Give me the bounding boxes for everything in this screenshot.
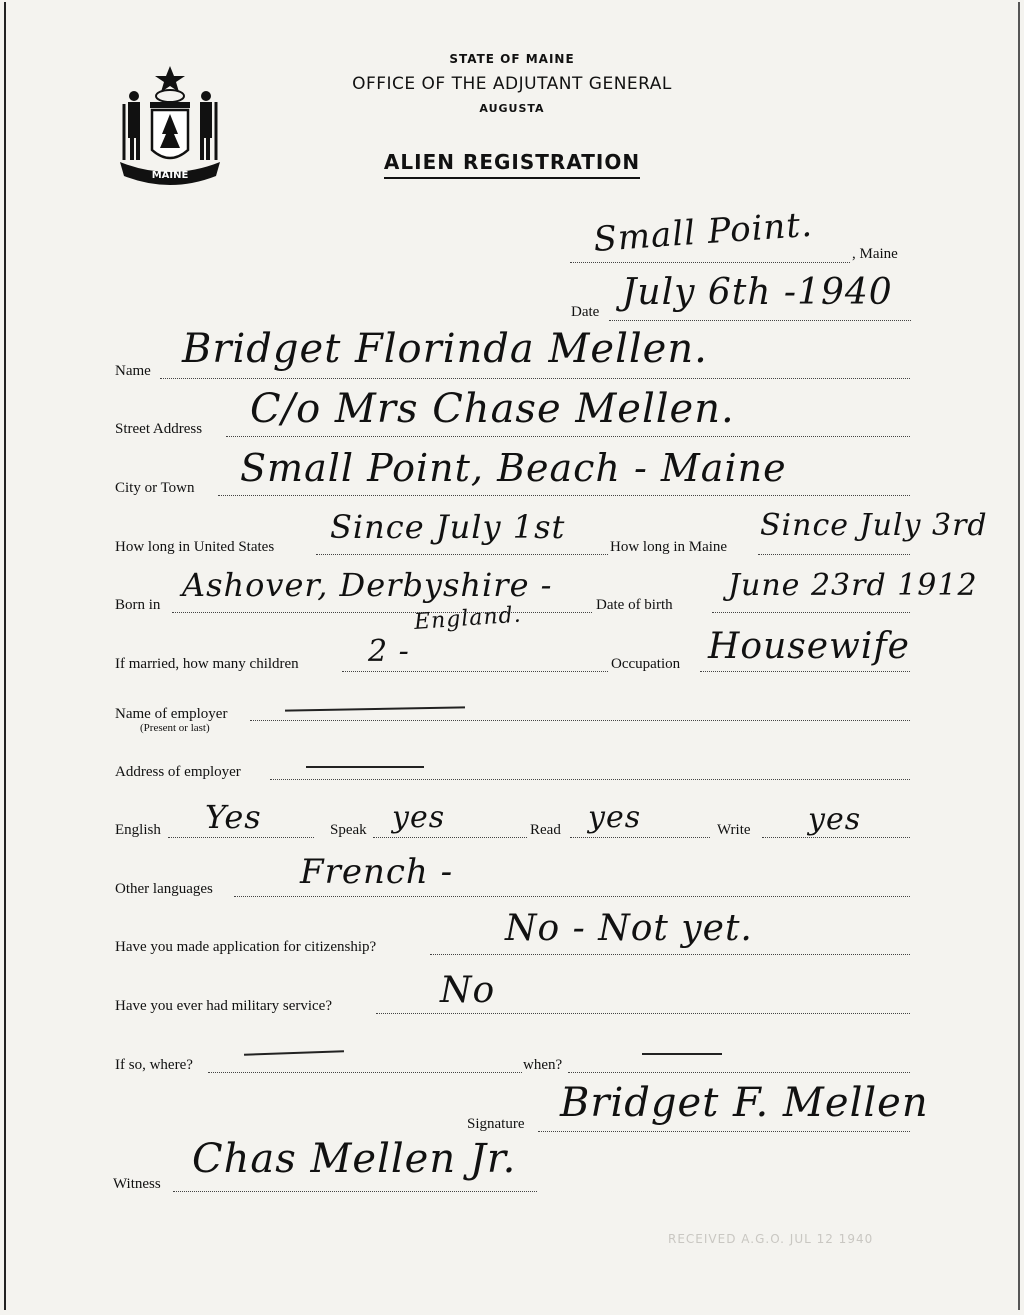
read-entry: yes bbox=[588, 800, 642, 835]
how-long-maine-entry: Since July 3rd bbox=[760, 508, 988, 543]
how-long-maine-line bbox=[758, 554, 910, 555]
street-line bbox=[226, 436, 910, 437]
where-label: If so, where? bbox=[115, 1057, 193, 1073]
born-in-country-entry: England. bbox=[413, 602, 523, 635]
date-entry: July 6th -1940 bbox=[622, 272, 893, 313]
name-entry: Bridget Florinda Mellen. bbox=[182, 326, 708, 372]
write-entry: yes bbox=[808, 802, 862, 837]
form-title-wrap bbox=[0, 150, 1024, 174]
speak-label: Speak bbox=[330, 822, 367, 838]
date-line bbox=[609, 320, 911, 321]
witness-entry: Chas Mellen Jr. bbox=[192, 1136, 517, 1182]
how-long-us-line bbox=[316, 554, 608, 555]
other-languages-entry: French - bbox=[300, 852, 454, 892]
place-entry: Small Point. bbox=[592, 204, 815, 260]
city-line bbox=[218, 495, 910, 496]
where-line bbox=[208, 1072, 522, 1073]
witness-label: Witness bbox=[113, 1176, 161, 1192]
english-line bbox=[168, 837, 314, 838]
employer-sublabel: (Present or last) bbox=[140, 722, 210, 734]
city-entry: Small Point, Beach - Maine bbox=[240, 446, 787, 490]
write-line bbox=[762, 837, 910, 838]
seal-label: MAINE bbox=[151, 170, 189, 181]
dob-entry: June 23rd 1912 bbox=[728, 568, 978, 603]
military-line bbox=[376, 1013, 910, 1014]
citizenship-line bbox=[430, 954, 910, 955]
other-languages-line bbox=[234, 896, 910, 897]
street-entry: C/o Mrs Chase Mellen. bbox=[250, 386, 735, 432]
when-label: when? bbox=[523, 1057, 563, 1073]
write-label: Write bbox=[717, 822, 751, 838]
other-languages-label: Other languages bbox=[115, 881, 213, 897]
occupation-line bbox=[700, 671, 910, 672]
married-line bbox=[342, 671, 608, 672]
signature-label: Signature bbox=[467, 1116, 525, 1132]
received-stamp bbox=[668, 1228, 873, 1247]
state-heading: STATE OF MAINE bbox=[449, 52, 575, 66]
military-entry: No bbox=[440, 970, 496, 1011]
english-label: English bbox=[115, 822, 161, 838]
employer-address-label: Address of employer bbox=[115, 764, 241, 780]
married-label: If married, how many children bbox=[115, 656, 299, 672]
dob-line bbox=[712, 612, 910, 613]
read-label: Read bbox=[530, 822, 561, 838]
speak-entry: yes bbox=[392, 800, 446, 835]
born-in-entry: Ashover, Derbyshire - bbox=[182, 566, 553, 604]
city-heading: AUGUSTA bbox=[479, 102, 545, 115]
born-in-line bbox=[172, 612, 592, 613]
when-blank-dash bbox=[642, 1053, 722, 1055]
employer-line bbox=[250, 720, 910, 721]
read-line bbox=[570, 837, 710, 838]
employer-address-line bbox=[270, 779, 910, 780]
how-long-maine-label: How long in Maine bbox=[610, 539, 728, 555]
office-heading: OFFICE OF THE ADJUTANT GENERAL bbox=[352, 74, 672, 94]
speak-line bbox=[373, 837, 527, 838]
how-long-us-entry: Since July 1st bbox=[330, 508, 566, 546]
place-line bbox=[570, 262, 850, 263]
occupation-label: Occupation bbox=[611, 656, 681, 672]
citizenship-label: Have you made application for citizenship? bbox=[115, 939, 377, 955]
born-in-label: Born in bbox=[115, 597, 161, 613]
place-suffix: , Maine bbox=[852, 246, 898, 262]
occupation-entry: Housewife bbox=[708, 626, 910, 667]
street-label: Street Address bbox=[115, 421, 203, 437]
when-line bbox=[568, 1072, 910, 1073]
form-title: ALIEN REGISTRATION bbox=[384, 150, 640, 179]
date-label: Date bbox=[571, 304, 600, 320]
city-label: City or Town bbox=[115, 480, 195, 496]
citizenship-entry: No - Not yet. bbox=[505, 908, 753, 949]
signature-entry: Bridget F. Mellen bbox=[560, 1080, 929, 1126]
employer-label: Name of employer bbox=[115, 706, 228, 722]
name-line bbox=[160, 378, 910, 379]
how-long-us-label: How long in United States bbox=[115, 539, 275, 555]
received-stamp-text: RECEIVED A.G.O. JUL 12 1940 bbox=[668, 1232, 874, 1246]
military-label: Have you ever had military service? bbox=[115, 998, 332, 1014]
witness-line bbox=[173, 1191, 537, 1192]
name-label: Name bbox=[115, 363, 151, 379]
dob-label: Date of birth bbox=[596, 597, 673, 613]
employer-address-blank-dash bbox=[306, 766, 424, 768]
signature-line bbox=[538, 1131, 910, 1132]
children-entry: 2 - bbox=[368, 634, 410, 669]
english-entry: Yes bbox=[205, 798, 262, 836]
